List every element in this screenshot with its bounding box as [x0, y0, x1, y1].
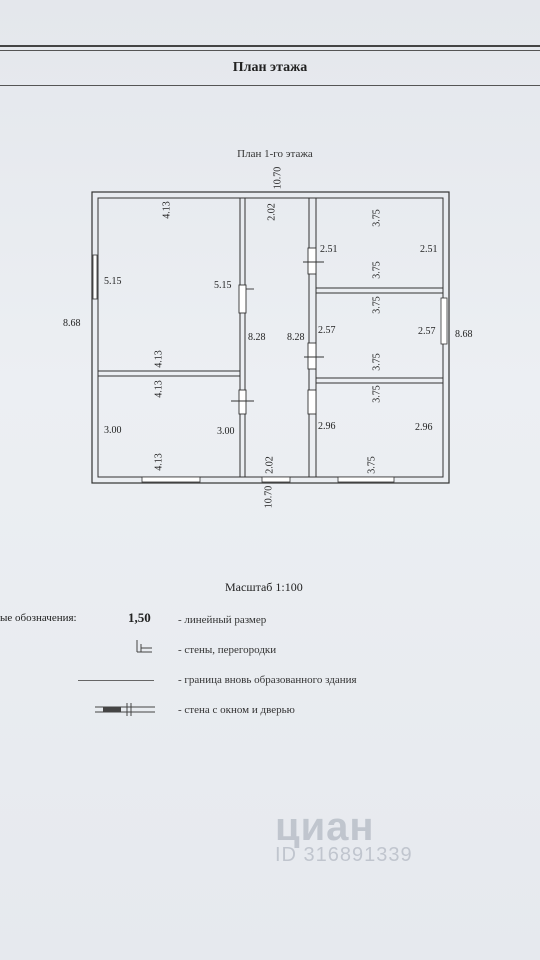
dim-r2-top: 4.13	[153, 380, 165, 398]
dim-r5-right: 2.96	[415, 422, 433, 433]
dim-r1-left: 5.15	[104, 276, 122, 287]
legend-boundary-line	[78, 680, 154, 681]
dim-r5-top: 3.75	[371, 385, 383, 403]
legend-heading: ые обозначения:	[0, 612, 77, 624]
dim-r1-top: 4.13	[161, 201, 173, 219]
dim-r1-right: 5.15	[214, 280, 232, 291]
legend-item-boundary: - граница вновь образованного здания	[178, 674, 357, 686]
outer-wall-inner	[98, 198, 443, 477]
window-left	[93, 255, 97, 299]
entrance-door	[262, 477, 290, 482]
dim-r4-top: 3.75	[371, 296, 383, 314]
dim-r4-right: 2.57	[418, 326, 436, 337]
dim-r2-bottom: 4.13	[153, 453, 165, 471]
dim-corr-left: 8.28	[248, 332, 266, 343]
door-room-4	[308, 343, 316, 369]
plan-title: План 1-го этажа	[237, 148, 313, 160]
dim-r1-bottom: 4.13	[153, 350, 165, 368]
page-title: План этажа	[232, 60, 308, 75]
dim-r3-bottom: 3.75	[371, 261, 383, 279]
scale-label: Масштаб 1:100	[225, 580, 303, 594]
watermark-id: ID 316891339	[275, 844, 413, 866]
dim-r3-left: 2.51	[320, 244, 338, 255]
legend-sample-dimension: 1,50	[128, 610, 151, 625]
dim-corr-top: 2.02	[266, 203, 278, 221]
dim-top-total: 10.70	[272, 166, 284, 190]
legend-item-walls: - стены, перегородки	[178, 644, 277, 656]
legend-wall-symbol	[132, 638, 156, 656]
door-room-5	[308, 390, 316, 414]
cian-watermark	[275, 805, 413, 867]
dim-bottom-total: 10.70	[263, 485, 275, 509]
window-bottom-right	[338, 477, 394, 482]
watermark-brand: циан	[275, 805, 375, 849]
dim-r3-top: 3.75	[371, 209, 383, 227]
dim-corr-bottom: 2.02	[264, 456, 276, 474]
door-room-2	[239, 390, 246, 414]
window-right	[441, 298, 447, 344]
dim-r4-bottom: 3.75	[371, 353, 383, 371]
outer-wall-outer	[92, 192, 449, 483]
dim-r5-bottom: 3.75	[366, 456, 378, 474]
dim-r4-left: 2.57	[318, 325, 336, 336]
dim-r2-left: 3.00	[104, 425, 122, 436]
dim-r5-left: 2.96	[318, 421, 336, 432]
door-room-3	[308, 248, 316, 274]
door-room-1	[239, 285, 246, 313]
legend-window-door-symbol	[95, 703, 155, 717]
window-bottom-left	[142, 477, 200, 482]
legend-item-window-door: - стена с окном и дверью	[178, 704, 295, 716]
dim-r3-right: 2.51	[420, 244, 438, 255]
dim-right-side: 8.68	[455, 329, 473, 340]
dim-r2-right: 3.00	[217, 426, 235, 437]
legend-item-dimension: - линейный размер	[178, 614, 267, 626]
dim-left-side: 8.68	[63, 318, 81, 329]
dim-corr-right: 8.28	[287, 332, 305, 343]
